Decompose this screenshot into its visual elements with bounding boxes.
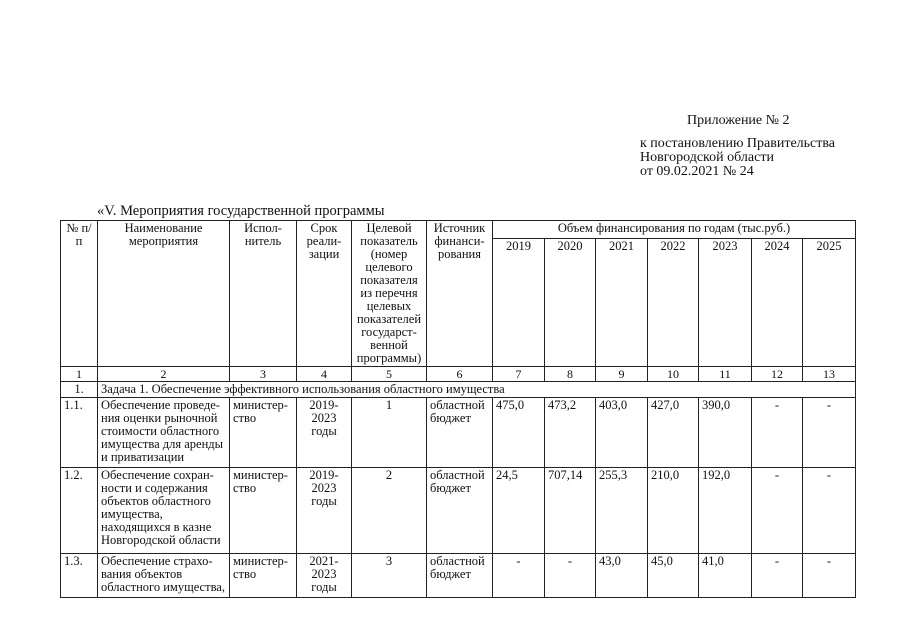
row-value: 255,3 [596,468,648,554]
row-value: 45,0 [648,554,699,598]
row-name: Обеспечение проведе-ния оценки рыночной стоимости областного имущества для аренды и приватизации [98,398,230,468]
row-num: 1.1. [61,398,98,468]
annex-line-3: от 09.02.2021 № 24 [640,164,754,179]
row-value: - [803,398,856,468]
program-measures-table [60,220,856,598]
row-value: - [803,554,856,598]
row-value: 41,0 [699,554,752,598]
header-year: 2022 [648,239,699,367]
table-row [61,554,856,598]
annex-title: Приложение № 2 [687,113,790,128]
row-value: 707,14 [545,468,596,554]
header-row-1 [61,221,856,239]
table-row [61,468,856,554]
row-value: - [545,554,596,598]
row-value: 390,0 [699,398,752,468]
column-number: 1 [61,367,98,382]
header-year: 2019 [493,239,545,367]
annex-line-1: к постановлению Правительства [640,136,836,151]
row-value: 403,0 [596,398,648,468]
row-indicator: 1 [352,398,427,468]
row-num: 1.3. [61,554,98,598]
row-num: 1.2. [61,468,98,554]
header-year: 2023 [699,239,752,367]
column-number: 13 [803,367,856,382]
column-number: 3 [230,367,297,382]
row-executor: министер-ство [230,554,297,598]
annex-line-2: Новгородской области [640,150,774,165]
task-text: Задача 1. Обеспечение эффективного использования областного имущества [98,382,856,398]
task-num: 1. [61,382,98,398]
row-term: 2021-2023 годы [297,554,352,598]
row-executor: министер-ство [230,468,297,554]
row-value: 24,5 [493,468,545,554]
column-number: 8 [545,367,596,382]
header-funding: Объем финансирования по годам (тыс.руб.) [493,221,856,239]
column-number: 11 [699,367,752,382]
header-name: Наименование мероприятия [98,221,230,367]
column-number: 5 [352,367,427,382]
row-source: областной бюджет [427,554,493,598]
header-executor: Испол-нитель [230,221,297,367]
row-value: 210,0 [648,468,699,554]
row-value: 192,0 [699,468,752,554]
header-num: № п/п [61,221,98,367]
header-year: 2024 [752,239,803,367]
column-number: 7 [493,367,545,382]
row-name: Обеспечение страхо-вания объектов областного имущества, [98,554,230,598]
table-row [61,398,856,468]
row-source: областной бюджет [427,468,493,554]
header-year: 2025 [803,239,856,367]
row-value: - [752,554,803,598]
row-value: 43,0 [596,554,648,598]
row-name: Обеспечение сохран-ности и содержания объектов областного имущества, находящихся в казне Новгородской области [98,468,230,554]
row-value: - [752,468,803,554]
column-number: 10 [648,367,699,382]
header-year: 2021 [596,239,648,367]
row-value: 473,2 [545,398,596,468]
annex-block [640,114,835,179]
header-year: 2020 [545,239,596,367]
column-number: 9 [596,367,648,382]
column-number: 4 [297,367,352,382]
row-term: 2019-2023 годы [297,398,352,468]
row-value: - [803,468,856,554]
row-executor: министер-ство [230,398,297,468]
task-row [61,382,856,398]
row-source: областной бюджет [427,398,493,468]
row-value: - [752,398,803,468]
row-value: 475,0 [493,398,545,468]
header-indicator: Целевой показатель (номер целевого показателя из перечня целевых показателей государст-венной программы) [352,221,427,367]
row-indicator: 2 [352,468,427,554]
column-number: 2 [98,367,230,382]
column-number-row [61,367,856,382]
section-heading: «V. Мероприятия государственной программы [97,203,385,219]
row-indicator: 3 [352,554,427,598]
header-term: Срок реали-зации [297,221,352,367]
row-term: 2019-2023 годы [297,468,352,554]
column-number: 6 [427,367,493,382]
row-value: 427,0 [648,398,699,468]
column-number: 12 [752,367,803,382]
row-value: - [493,554,545,598]
header-source: Источник финанси-рования [427,221,493,367]
